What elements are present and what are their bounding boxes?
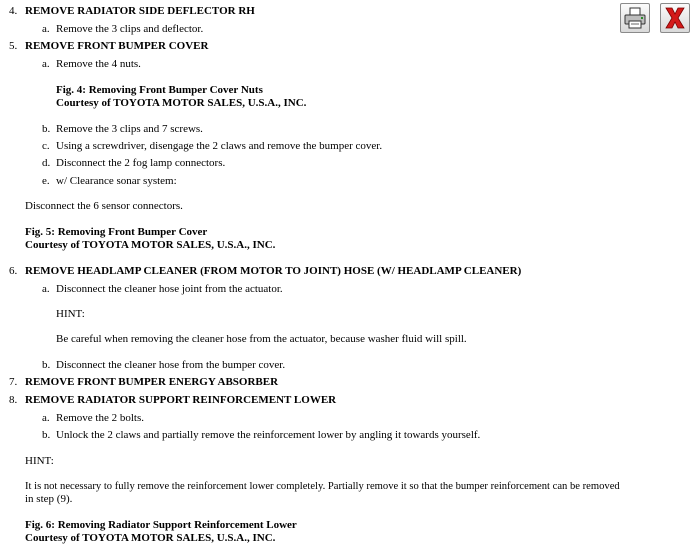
substep-letter: a. <box>42 412 50 424</box>
figure-credit: Courtesy of TOYOTA MOTOR SALES, U.S.A., INC. <box>56 97 307 109</box>
substep-letter: d. <box>42 157 51 169</box>
substep-letter: a. <box>42 58 50 70</box>
hint-label: HINT: <box>56 308 85 320</box>
substep-text: Unlock the 2 claws and partially remove the reinforcement lower by angling it towards yourself. <box>56 429 481 441</box>
step-title: REMOVE RADIATOR SUPPORT REINFORCEMENT LOWER <box>25 394 337 406</box>
hint-text: It is not necessary to fully remove the reinforcement lower completely. Partially remove it so that the bumper reinforcement can be removed <box>25 481 620 492</box>
step-title: REMOVE FRONT BUMPER ENERGY ABSORBER <box>25 376 279 388</box>
figure-credit: Courtesy of TOYOTA MOTOR SALES, U.S.A., INC. <box>25 532 276 544</box>
figure-caption: Fig. 5: Removing Front Bumper Cover <box>25 226 208 238</box>
note-text: Disconnect the 6 sensor connectors. <box>25 200 183 212</box>
hint-label: HINT: <box>25 455 54 467</box>
substep-text: Using a screwdriver, disengage the 2 claws and remove the bumper cover. <box>56 140 383 152</box>
substep-text: Remove the 3 clips and 7 screws. <box>56 123 203 135</box>
figure-caption: Fig. 4: Removing Front Bumper Cover Nuts <box>56 84 263 96</box>
step-number: 4. <box>9 5 18 17</box>
step-title: REMOVE HEADLAMP CLEANER (FROM MOTOR TO JOINT) HOSE (W/ HEADLAMP CLEANER) <box>25 265 522 277</box>
step-number: 8. <box>9 394 18 406</box>
step-title: REMOVE FRONT BUMPER COVER <box>25 40 209 52</box>
close-x-icon <box>661 4 689 32</box>
figure-credit: Courtesy of TOYOTA MOTOR SALES, U.S.A., INC. <box>25 239 276 251</box>
printer-icon <box>621 4 649 32</box>
substep-letter: a. <box>42 283 50 295</box>
substep-text: Disconnect the 2 fog lamp connectors. <box>56 157 226 169</box>
hint-text: in step (9). <box>25 493 73 505</box>
step-number: 7. <box>9 376 18 388</box>
substep-text: Disconnect the cleaner hose joint from the actuator. <box>56 283 283 295</box>
substep-letter: b. <box>42 429 51 441</box>
substep-letter: a. <box>42 23 50 35</box>
close-button[interactable] <box>660 3 690 33</box>
substep-letter: e. <box>42 175 50 187</box>
substep-letter: c. <box>42 140 50 152</box>
substep-text: Remove the 3 clips and deflector. <box>56 23 204 35</box>
substep-text: Disconnect the cleaner hose from the bumper cover. <box>56 359 286 371</box>
step-number: 6. <box>9 265 18 277</box>
substep-letter: b. <box>42 123 51 135</box>
print-button[interactable] <box>620 3 650 33</box>
step-title: REMOVE RADIATOR SIDE DEFLECTOR RH <box>25 5 255 17</box>
substep-text: Remove the 4 nuts. <box>56 58 141 70</box>
hint-text: Be careful when removing the cleaner hose from the actuator, because washer fluid will spill. <box>56 333 467 345</box>
substep-text: w/ Clearance sonar system: <box>56 175 177 187</box>
substep-letter: b. <box>42 359 51 371</box>
step-number: 5. <box>9 40 18 52</box>
figure-caption: Fig. 6: Removing Radiator Support Reinforcement Lower <box>25 519 297 531</box>
substep-text: Remove the 2 bolts. <box>56 412 144 424</box>
